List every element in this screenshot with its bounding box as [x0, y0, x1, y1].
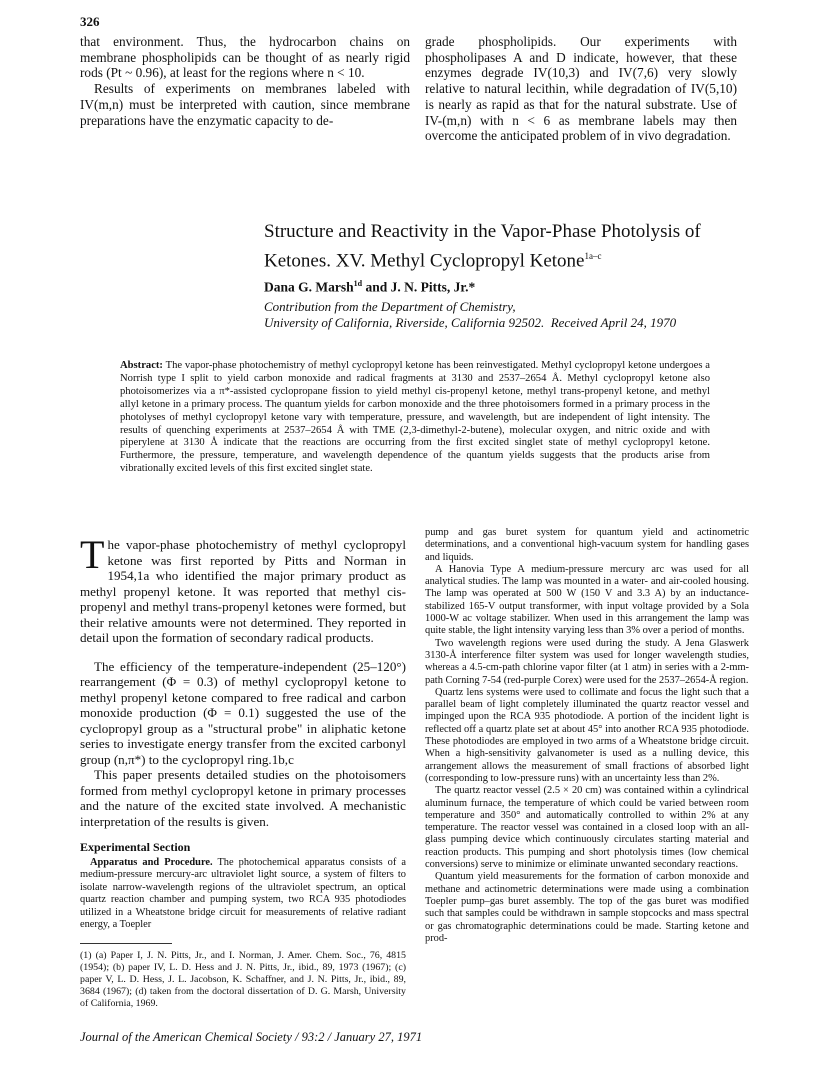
- drop-cap: T: [80, 532, 105, 578]
- prev-article-left-column: [80, 34, 410, 128]
- author-separator: and: [362, 279, 391, 295]
- affiliation: [264, 299, 734, 331]
- author-1-footnote-mark: 1d: [353, 279, 363, 288]
- intro-paragraph-2: The efficiency of the temperature-independent (25–120°) rearrangement (Φ = 0.3) of methyl cyclopropyl ketone to methyl propenyl ketone compared to free radical and carbon monoxide production (Φ = 0.1) suggested the use of the cyclopropyl group as a "structural probe" in aliphatic ketone series to investigate energy transfer from the excited carbonyl group (n,π*) to the cyclopropyl ring.1b,c: [80, 658, 406, 767]
- right-column: [425, 527, 749, 945]
- prev-article-paragraph: Results of experiments on membranes labeled with IV(m,n) must be interpreted with caution, since membrane preparations have the enzymatic capacity to de-: [80, 81, 410, 128]
- footnote: (1) (a) Paper I, J. N. Pitts, Jr., and I. Norman, J. Amer. Chem. Soc., 76, 4815 (1954); (b) paper IV, L. D. Hess and J. N. Pitts, Jr., ibid., 89, 1973 (1967); (c) paper V, L. D. Hess, J. L. Jacobson, K. Schaffner, and J. N. Pitts, Jr., ibid., 89, 3684 (1967); (d) taken from the doctoral dissertation of D. G. Marsh, University of California, 1969.: [80, 950, 406, 1009]
- article-title: [264, 219, 724, 273]
- abstract-text: The vapor-phase photochemistry of methyl cyclopropyl ketone has been reinvestigated. Methyl cyclopropyl ketone undergoes a Norrish type I split to yield carbon monoxide and radical fragments at 3130 and 2537–2654 Å. Methyl cyclopropyl ketone also photoisomerizes via a π*-assisted cyclopropane fission to yield methyl cis-propenyl ketone, methyl trans-propenyl ketone, and methyl allyl ketone in a primary process. The quantum yields for carbon monoxide and the three photoisomers formed in a primary process in the photolyses of methyl cyclopropyl ketone vary with temperature, pressure, and wavelength, but are independent of light intensity. The results of quenching experiments at 2537–2654 Å with TME (2,3-dimethyl-2-butene), molecular oxygen, and nitric oxide and with piperylene at 3130 Å indicate that the reactions are occurring from the first excited singlet state of methyl cyclopropyl ketone. Furthermore, the pressure, temperature, and wavelength dependence of the quantum yields suggests that the products arise from vibrationally excited levels of this first excited singlet state.: [120, 360, 710, 475]
- intro-paragraph-1-text: he vapor-phase photochemistry of methyl cyclopropyl ketone was first reported by Pitts and Norman in 1954,1a who identified the major primary product as methyl propenyl ketone. It was reported that methyl cis-propenyl and methyl trans-propenyl ketones were formed, but their relative amounts were not determined. They reported in detail upon the formation of secondary radical products.: [80, 537, 406, 646]
- right-column-paragraph: Two wavelength regions were used during the study. A Jena Glaswerk 3130-Å interference filter system was used for longer wavelength studies, whereas a 4.5-cm-path chlorine vapor filter (at 1 atm) in series with a 2-mm-path Corning 7-54 (red-purple Corex) were used for the 2537–2654-Å region.: [425, 637, 749, 686]
- received-date: Received April 24, 1970: [550, 315, 677, 330]
- affiliation-line-1: Contribution from the Department of Chemistry,: [264, 299, 516, 314]
- page-number: 326: [80, 14, 100, 29]
- abstract: [120, 360, 710, 476]
- right-column-paragraph: The quartz reactor vessel (2.5 × 20 cm) was contained within a cylindrical aluminum furnace, the temperature of which could be varied between room temperature and 350° and automatically controlled to within 2% at any temperature. The reactor vessel was contained in a closed loop with an all-glass pumping device which continuously circulates starting material and reaction products. This pumping and short photolysis times (low chemical conversions) serve to minimize or eliminate unwanted secondary reactions.: [425, 785, 749, 871]
- footnote-divider: [80, 943, 172, 944]
- article-title-text: Structure and Reactivity in the Vapor-Phase Photolysis of Ketones. XV. Methyl Cyclopropyl Ketone: [264, 221, 701, 272]
- right-column-paragraph: pump and gas buret system for quantum yield and actinometric determinations, and a conventional high-vacuum system for handling gases and liquids.: [425, 527, 749, 563]
- introduction: [80, 524, 406, 829]
- affiliation-line-2: [264, 315, 734, 331]
- experimental-text: [80, 857, 406, 931]
- author-2: J. N. Pitts, Jr.*: [390, 279, 476, 295]
- prev-article-paragraph: that environment. Thus, the hydrocarbon chains on membrane phospholipids can be thought of as nearly rigid rods (Pt ~ 0.96), at least for the regions where n < 10.: [80, 34, 410, 81]
- prev-article-right-column: [425, 34, 737, 144]
- experimental-body: The photochemical apparatus consists of a medium-pressure mercury-arc ultraviolet light source, a system of filters to isolate narrow-wavelength regions of the ultraviolet spectrum, an optical quartz reaction chamber and pumping system, two RCA 935 photodiodes utilized in a Wheatstone bridge circuit for measurements of relative radiant energy, a Toepler: [80, 857, 406, 931]
- journal-footer: Journal of the American Chemical Society / 93:2 / January 27, 1971: [80, 1030, 423, 1044]
- affiliation-institution: University of California, Riverside, California 92502.: [264, 315, 545, 330]
- experimental-heading: Experimental Section: [80, 840, 191, 854]
- prev-article-paragraph: grade phospholipids. Our experiments with phospholipases A and D indicate, however, that these enzymes degrade IV(10,3) and IV(7,6) very slowly relative to natural lecithin, while degradation of IV(5,10) is nearly as rapid as that for the natural substrate. Use of IV-(m,n) with n < 6 as membrane labels may then overcome the anticipated problem of in vivo degradation.: [425, 34, 737, 144]
- abstract-label: Abstract:: [120, 360, 163, 371]
- right-column-paragraph: Quantum yield measurements for the formation of carbon monoxide and methane and actinometric determinations were made using a combination Toepler pump–gas buret assembly. The top of the gas buret was modified such that samples could be withdrawn in sample stopcocks and mass spectral or gas chromatographic determinations could be made. Starting ketone and prod-: [425, 871, 749, 944]
- right-column-paragraph: A Hanovia Type A medium-pressure mercury arc was used for all analytical studies. The lamp was mounted in a water- and air-cooled housing. The lamp was operated at 500 W (150 V and 3.3 A) by an inductance-stabilized 165-V output transformer, with input voltage provided by a Sola 1000-W ac voltage stabilizer. When used in this arrangement the lamp was quite stable, the light intensity varying less than 3% over a period of months.: [425, 563, 749, 637]
- author-1: Dana G. Marsh: [264, 279, 354, 295]
- experimental-lead: Apparatus and Procedure.: [90, 857, 213, 868]
- intro-paragraph-1: [80, 532, 406, 646]
- right-column-paragraph: Quartz lens systems were used to collimate and focus the light such that a parallel beam of light completely illuminated the quartz reactor vessel and impinged upon the RCA 935 photodiode. A portion of the incident light is reflected off a quartz plate set at about 45° into another RCA 935 photodiode. These photodiodes are employed in two arms of a Wheatstone bridge circuit. When a high-sensitivity galvanometer is used as a nulling device, this arrangement allows the measurement of small fractions of absorbed light (corresponding to low-pressure runs) with an uncertainty less than 2%.: [425, 686, 749, 784]
- intro-paragraph-3: This paper presents detailed studies on the photoisomers formed from methyl cyclopropyl ketone in primary processes and the nature of the excited state involved. A mechanistic interpretation of the results is given.: [80, 767, 406, 829]
- article-title-footnote-mark: 1a–c: [584, 251, 602, 261]
- authors: [264, 279, 475, 296]
